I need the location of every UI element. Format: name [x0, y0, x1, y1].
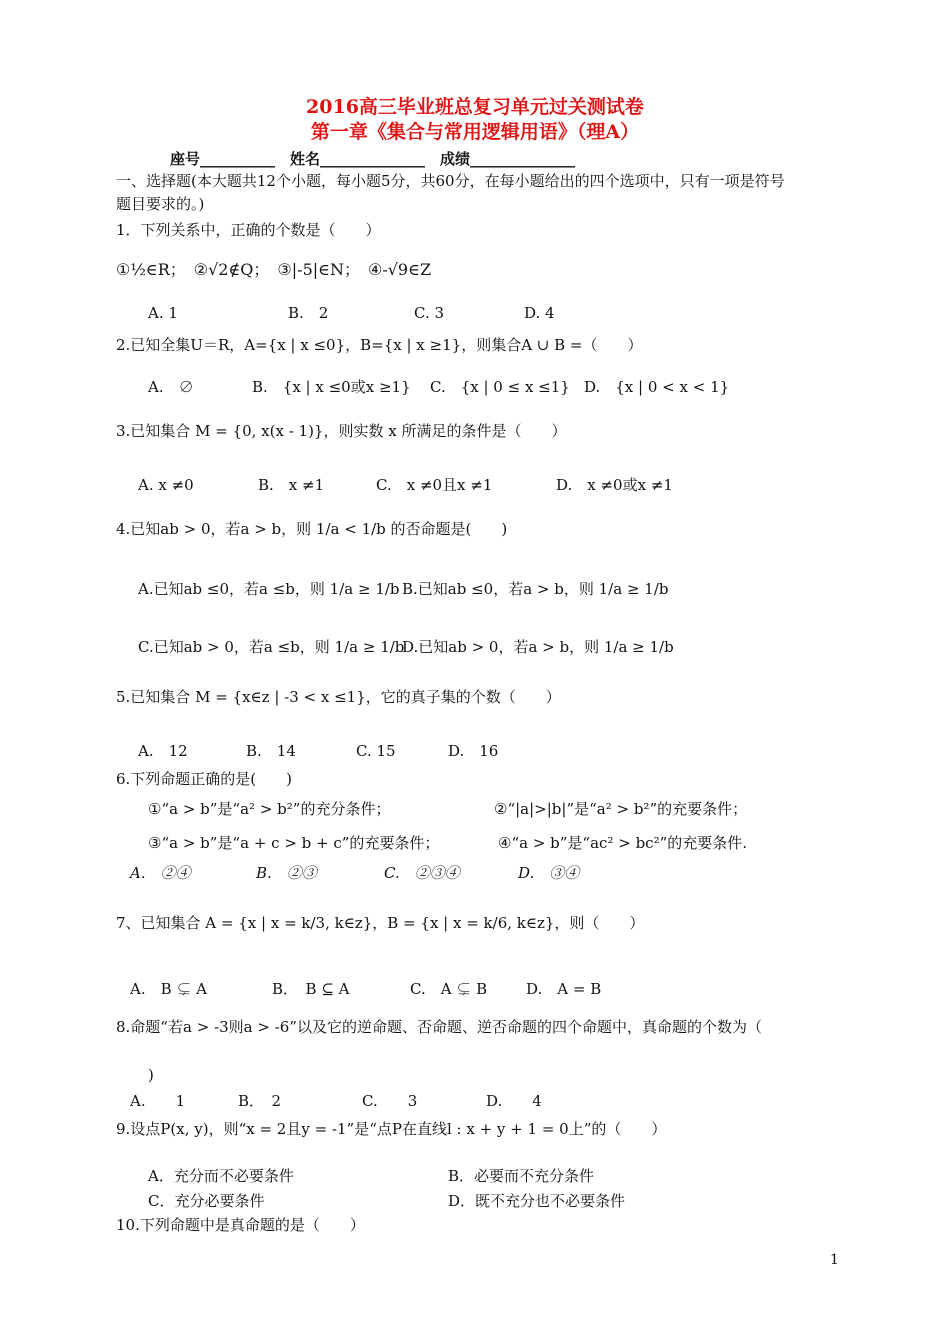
q8-stem-end: )	[148, 1066, 154, 1084]
q3-option-c: C. x ≠0且x ≠1	[376, 476, 493, 494]
q5-option-a: A. 12	[138, 742, 188, 760]
q4-option-d: D.已知ab > 0，若a > b，则 1/a ≥ 1/b	[402, 638, 674, 656]
q4-option-a: A.已知ab ≤0，若a ≤b，则 1/a ≥ 1/b	[138, 580, 400, 598]
q6-option-d: D. ③④	[518, 864, 580, 882]
page-number: 1	[830, 1252, 839, 1268]
q3-option-d: D. x ≠0或x ≠1	[556, 476, 673, 494]
q2-option-b: B. {x | x ≤0或x ≥1}	[252, 378, 411, 396]
q6-statement-1: ①“a > b”是“a² > b²”的充分条件；	[148, 800, 391, 818]
q9-option-c: C．充分必要条件	[148, 1192, 265, 1210]
q4-option-b: B.已知ab ≤0，若a > b，则 1/a ≥ 1/b	[402, 580, 669, 598]
exam-title: 2016高三毕业班总复习单元过关测试卷	[306, 96, 644, 118]
q2-option-d: D. {x | 0 < x < 1}	[584, 378, 730, 396]
q1-option-b: B. 2	[288, 304, 329, 322]
q5-option-b: B. 14	[246, 742, 296, 760]
q7-option-b: B． B ⊆ A	[272, 980, 350, 998]
q8-option-d: D. 4	[486, 1092, 542, 1110]
q8-option-a: A. 1	[130, 1092, 186, 1110]
q6-statement-3: ③“a > b”是“a + c > b + c”的充要条件；	[148, 834, 440, 852]
q4-option-c: C.已知ab > 0，若a ≤b，则 1/a ≥ 1/b	[138, 638, 405, 656]
q9-option-a: A．充分而不必要条件	[148, 1167, 294, 1185]
q8-option-b: B． 2	[238, 1092, 282, 1110]
q6-stem: 6.下列命题正确的是( )	[116, 770, 293, 788]
q5-option-c: C. 15	[356, 742, 396, 760]
q7-option-d: D. A = B	[526, 980, 602, 998]
q3-option-b: B. x ≠1	[258, 476, 325, 494]
q2-stem: 2.已知全集U＝R，A={x | x ≤0}，B={x | x ≥1}，则集合A ∪ B =（ ）	[116, 336, 643, 354]
q4-stem: 4.已知ab > 0，若a > b，则 1/a < 1/b 的否命题是( )	[116, 520, 508, 538]
q9-option-b: B．必要而不充分条件	[448, 1167, 595, 1185]
q1-stem: 1．下列关系中，正确的个数是（ ）	[116, 221, 381, 239]
chapter-title: 第一章《集合与常用逻辑用语》（理A）	[310, 121, 640, 143]
q7-option-c: C. A ⊊ B	[410, 980, 488, 998]
q1-option-c: C. 3	[414, 304, 445, 322]
header-fields: 座号__________ 姓名______________ 成绩______________	[170, 150, 576, 168]
q6-statement-4: ④“a > b”是“ac² > bc²”的充要条件.	[498, 834, 748, 852]
q1-option-a: A. 1	[148, 304, 178, 322]
q6-option-b: B. ②③	[256, 864, 317, 882]
q7-option-a: A. B ⊊ A	[130, 980, 207, 998]
q9-option-d: D．既不充分也不必要条件	[448, 1192, 626, 1210]
q10-stem: 10.下列命题中是真命题的是（ ）	[116, 1216, 365, 1234]
section-instruction-2: 题目要求的。)	[116, 195, 205, 213]
q9-stem: 9.设点P(x, y)，则“x = 2且y = -1”是“点P在直线l : x + y + 1 = 0上”的（ ）	[116, 1120, 667, 1138]
q5-option-d: D. 16	[448, 742, 499, 760]
q2-option-a: A. ∅	[148, 378, 194, 396]
q3-option-a: A. x ≠0	[138, 476, 194, 494]
q6-option-c: C. ②③④	[384, 864, 460, 882]
q6-statement-2: ②“|a|>|b|”是“a² > b²”的充要条件；	[494, 800, 748, 818]
q8-option-c: C. 3	[362, 1092, 418, 1110]
q2-option-c: C. {x | 0 ≤ x ≤1}	[430, 378, 570, 396]
q7-stem: 7、已知集合 A = {x | x = k/3, k∈z}，B = {x | x = k/6, k∈z}，则（ ）	[116, 914, 645, 932]
q3-stem: 3.已知集合 M = {0, x(x - 1)}，则实数 x 所满足的条件是（ ）	[116, 422, 567, 440]
q1-statements: ①½∈R； ②√2∉Q； ③|-5|∈N； ④-√9∈Z	[116, 260, 432, 279]
q5-stem: 5.已知集合 M = {x∈z | -3 < x ≤1}，它的真子集的个数（ ）	[116, 688, 561, 706]
q1-option-d: D. 4	[524, 304, 555, 322]
q8-stem: 8.命题“若a > -3则a > -6”以及它的逆命题、否命题、逆否命题的四个命题中，真命题的个数为（	[116, 1018, 762, 1036]
section-instruction-1: 一、选择题(本大题共12个小题，每小题5分，共60分，在每小题给出的四个选项中，只有一项是符号	[116, 172, 785, 190]
q6-option-a: A. ②④	[130, 864, 191, 882]
